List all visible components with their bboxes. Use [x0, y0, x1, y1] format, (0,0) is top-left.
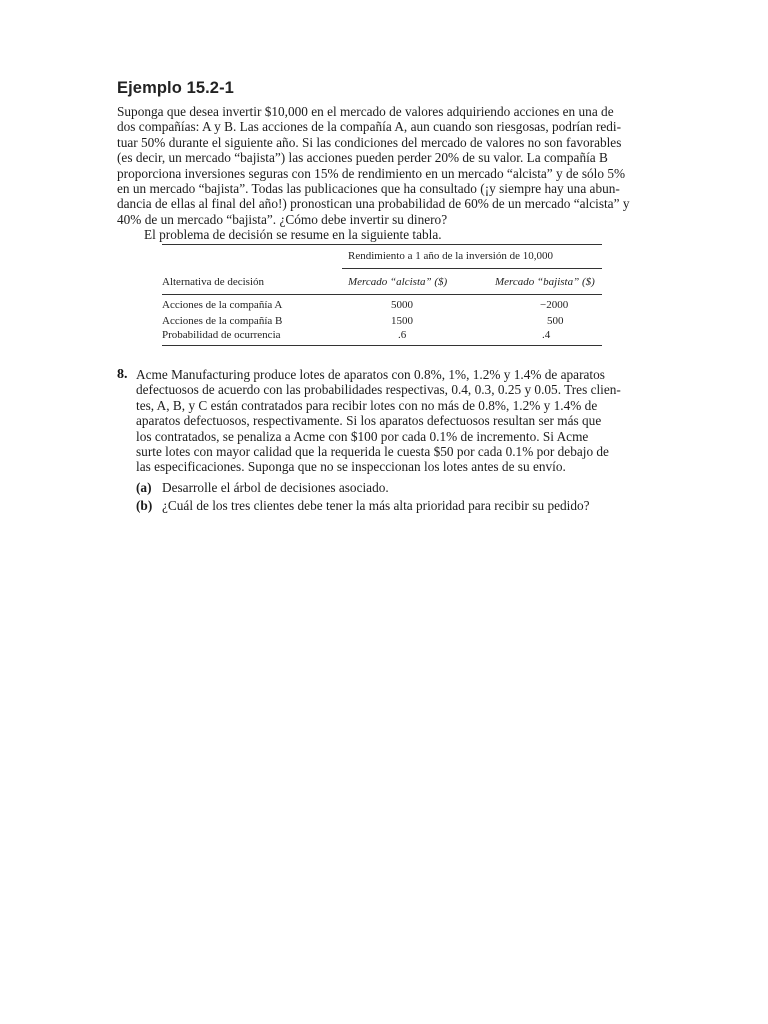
part-label: (b) [136, 498, 153, 513]
table-header-alternative: Alternativa de decisión [162, 276, 265, 288]
table-cell-bear: −2000 [540, 299, 569, 311]
table-cell-bull: 5000 [391, 299, 413, 311]
table-header-bull: Mercado “alcista” ($) [348, 276, 448, 288]
example-line: Suponga que desea invertir $10,000 en el mercado de valores adquiriendo acciones en una de [117, 104, 614, 119]
problem-line: las especificaciones. Suponga que no se inspeccionan los lotes antes de su envío. [136, 459, 566, 475]
example-line: dos compañías: A y B. Las acciones de la compañía A, aun cuando son riesgosas, podrían redi- [117, 119, 622, 135]
part-text: Desarrolle el árbol de decisiones asociado. [162, 480, 389, 495]
example-title: Ejemplo 15.2-1 [117, 79, 234, 97]
part-label: (a) [136, 480, 152, 495]
example-line: dancia de ellas al final del año!) pronostican una probabilidad de 60% de un mercado “alcista” y [117, 196, 630, 212]
table-cell-bull: 1500 [391, 315, 413, 327]
table-row-label: Acciones de la compañía A [162, 299, 283, 311]
example-line: en un mercado “bajista”. Todas las publicaciones que ha consultado (¡y siempre hay una abun- [117, 181, 620, 197]
table-group-rule [342, 268, 602, 269]
part-text: ¿Cuál de los tres clientes debe tener la más alta prioridad para recibir su pedido? [162, 498, 590, 513]
table-row-label: Probabilidad de ocurrencia [162, 329, 281, 341]
example-line: 40% de un mercado “bajista”. ¿Cómo debe invertir su dinero? [117, 211, 448, 227]
table-header-bear: Mercado “bajista” ($) [495, 276, 595, 288]
problem-part-b [136, 498, 590, 514]
table-cell-bull: .6 [398, 329, 407, 341]
table-header-rule [162, 294, 602, 295]
example-line: (es decir, un mercado “bajista”) las acciones pueden perder 20% de su valor. La compañía B [117, 150, 608, 166]
table-row-label: Acciones de la compañía B [162, 315, 283, 327]
table-group-header: Rendimiento a 1 año de la inversión de 10,000 [348, 250, 553, 262]
problem-line: defectuosos de acuerdo con las probabilidades respectivas, 0.4, 0.3, 0.25 y 0.05. Tres clien- [136, 382, 621, 398]
problem-line: Acme Manufacturing produce lotes de aparatos con 0.8%, 1%, 1.2% y 1.4% de aparatos [136, 367, 605, 382]
table-bottom-rule [162, 345, 602, 346]
problem-line: surte lotes con mayor calidad que la requerida le cuesta $50 por cada 0.1% por debajo de [136, 444, 609, 460]
problem-line: los contratados, se penaliza a Acme con $100 por cada 0.1% de incremento. Si Acme [136, 428, 589, 444]
table-cell-bear: .4 [542, 329, 551, 341]
problem-line: tes, A, B, y C están contratados para recibir lotes con no más de 0.8%, 1.2% y 1.4% de [136, 397, 598, 413]
table-intro: El problema de decisión se resume en la siguiente tabla. [144, 227, 442, 242]
problem-line: aparatos defectuosos, respectivamente. Si los aparatos defectuosos resultan ser más que [136, 413, 602, 429]
problem-part-a [136, 480, 389, 496]
problem-number: 8. [117, 367, 128, 382]
example-line: tuar 50% durante el siguiente año. Si las condiciones del mercado de valores no son favorables [117, 134, 622, 150]
table-cell-bear: 500 [547, 315, 564, 327]
table-top-rule [162, 244, 602, 245]
example-paragraph [117, 104, 657, 227]
problem-statement [136, 367, 656, 475]
example-line: proporciona inversiones seguras con 15% de rendimiento en un mercado “alcista” y de sólo 5% [117, 165, 626, 181]
